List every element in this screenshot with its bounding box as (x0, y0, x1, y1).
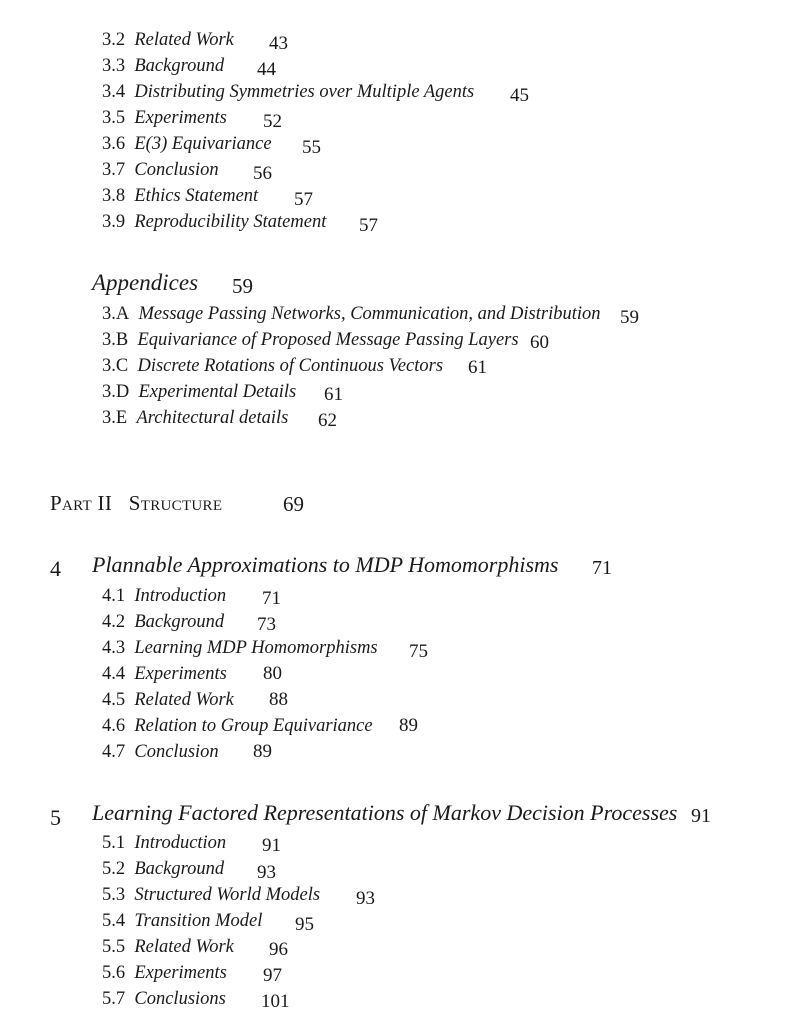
page-number: 43 (269, 33, 288, 54)
section-number: 4.2 (102, 612, 126, 632)
page-number: 60 (530, 332, 549, 353)
page-number: 80 (263, 663, 282, 684)
page-number: 69 (283, 492, 304, 516)
page-number: 95 (295, 914, 314, 935)
toc-entry[interactable] (102, 691, 234, 710)
toc-entry[interactable] (102, 213, 326, 232)
toc-entry[interactable] (102, 187, 258, 206)
toc-entry[interactable] (102, 717, 373, 736)
page-number: 52 (263, 111, 282, 132)
section-title: Relation to Group Equivariance (134, 716, 373, 736)
toc-entry[interactable] (102, 331, 519, 350)
section-title: Background (134, 612, 225, 632)
toc-entry[interactable] (102, 886, 320, 905)
toc-entry[interactable] (102, 57, 224, 76)
appendices-heading[interactable]: Appendices (92, 270, 199, 295)
part-heading[interactable] (50, 493, 222, 514)
section-title: Introduction (134, 833, 227, 853)
section-title: Experimental Details (138, 382, 297, 402)
section-number: 3.8 (102, 186, 126, 206)
section-title: E(3) Equivariance (134, 134, 272, 154)
section-title: Structured World Models (134, 885, 321, 905)
toc-entry[interactable] (102, 665, 227, 684)
section-title: Distributing Symmetries over Multiple Agents (134, 82, 475, 102)
toc-entry[interactable] (102, 964, 227, 983)
page-number: 101 (261, 991, 290, 1012)
toc-entry[interactable] (102, 938, 234, 957)
section-number: 5.1 (102, 833, 126, 853)
page-number: 91 (691, 805, 711, 827)
section-title: Related Work (134, 30, 234, 50)
section-number: 5.6 (102, 963, 126, 983)
page-number: 62 (318, 410, 337, 431)
section-title: Conclusion (134, 742, 219, 762)
page-number: 44 (257, 59, 276, 80)
toc-entry[interactable] (102, 135, 272, 154)
section-number: 3.4 (102, 82, 126, 102)
section-number: 4.6 (102, 716, 126, 736)
page-number: 89 (399, 715, 418, 736)
toc-entry[interactable] (102, 860, 224, 879)
section-title: Related Work (134, 937, 234, 957)
chapter-number: 5 (50, 805, 61, 830)
chapter-number: 4 (50, 556, 61, 581)
section-title: Background (134, 859, 225, 879)
section-title: Experiments (134, 963, 227, 983)
toc-entry[interactable] (102, 613, 224, 632)
section-title: Discrete Rotations of Continuous Vectors (137, 356, 444, 376)
page-number: 59 (232, 274, 253, 298)
section-number: 5.3 (102, 885, 126, 905)
page-number: 57 (359, 215, 378, 236)
toc-entry[interactable] (102, 834, 226, 853)
page-number: 73 (257, 614, 276, 635)
toc-entry[interactable] (102, 109, 227, 128)
page-number: 45 (510, 85, 529, 106)
page-number: 97 (263, 965, 282, 986)
toc-entry[interactable] (102, 305, 601, 324)
section-title: Background (134, 56, 225, 76)
section-number: 3.9 (102, 212, 126, 232)
section-number: 3.B (102, 330, 129, 350)
part-title: Structure (128, 491, 223, 515)
section-number: 5.5 (102, 937, 126, 957)
page-number: 91 (262, 835, 281, 856)
part-label: Part II (50, 491, 113, 515)
page-number: 59 (620, 307, 639, 328)
section-number: 3.C (102, 356, 129, 376)
section-title: Introduction (134, 586, 227, 606)
page-number: 57 (294, 189, 313, 210)
section-number: 4.4 (102, 664, 126, 684)
page-number: 93 (356, 888, 375, 909)
section-number: 3.A (102, 304, 130, 324)
section-title: Conclusions (134, 989, 226, 1009)
toc-entry[interactable] (102, 639, 378, 658)
toc-entry[interactable] (102, 161, 219, 180)
section-title: Conclusion (134, 160, 219, 180)
page-number: 56 (253, 163, 272, 184)
page-number: 96 (269, 939, 288, 960)
section-number: 3.6 (102, 134, 126, 154)
toc-entry[interactable] (102, 743, 219, 762)
toc-entry[interactable] (102, 409, 288, 428)
section-number: 4.3 (102, 638, 126, 658)
section-number: 4.5 (102, 690, 126, 710)
page-number: 61 (324, 384, 343, 405)
section-title: Experiments (134, 108, 227, 128)
section-title: Related Work (134, 690, 234, 710)
section-title: Message Passing Networks, Communication, and Distribution (138, 304, 601, 324)
section-title: Reproducibility Statement (134, 212, 327, 232)
section-title: Experiments (134, 664, 227, 684)
section-number: 3.5 (102, 108, 126, 128)
section-title: Ethics Statement (134, 186, 259, 206)
toc-entry[interactable] (102, 83, 474, 102)
page-number: 93 (257, 862, 276, 883)
toc-entry[interactable] (102, 357, 443, 376)
section-number: 5.2 (102, 859, 126, 879)
page-number: 88 (269, 689, 288, 710)
toc-entry[interactable] (102, 587, 226, 606)
section-title: Architectural details (136, 408, 289, 428)
section-number: 3.3 (102, 56, 126, 76)
section-number: 5.7 (102, 989, 126, 1009)
page-number: 75 (409, 641, 428, 662)
section-number: 5.4 (102, 911, 126, 931)
section-title: Transition Model (134, 911, 263, 931)
section-number: 4.7 (102, 742, 126, 762)
section-title: Learning MDP Homomorphisms (134, 638, 378, 658)
page-number: 55 (302, 137, 321, 158)
chapter-title[interactable]: Learning Factored Representations of Markov Decision Processes (92, 800, 678, 825)
page-number: 89 (253, 741, 272, 762)
toc-entry[interactable] (102, 31, 234, 50)
section-title: Equivariance of Proposed Message Passing Layers (137, 330, 519, 350)
section-number: 3.D (102, 382, 130, 402)
chapter-title[interactable]: Plannable Approximations to MDP Homomorphisms (92, 552, 559, 577)
toc-entry[interactable] (102, 912, 262, 931)
section-number: 4.1 (102, 586, 126, 606)
section-number: 3.7 (102, 160, 126, 180)
section-number: 3.E (102, 408, 128, 428)
page-number: 71 (592, 557, 612, 579)
toc-entry[interactable] (102, 383, 296, 402)
page-number: 71 (262, 588, 281, 609)
section-number: 3.2 (102, 30, 126, 50)
toc-entry[interactable] (102, 990, 226, 1009)
page-number: 61 (468, 357, 487, 378)
